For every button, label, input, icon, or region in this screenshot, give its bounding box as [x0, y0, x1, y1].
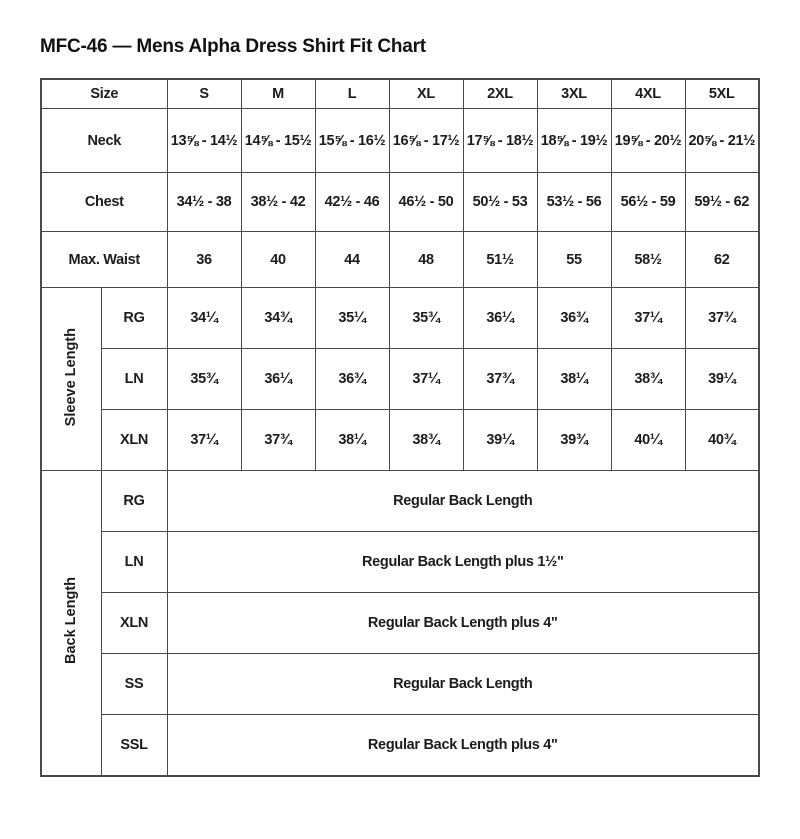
back-ln-label: LN: [101, 532, 167, 593]
max-waist-cell: 58½: [611, 232, 685, 288]
chest-cell: 56½ - 59: [611, 173, 685, 232]
size-header-cell: Size: [41, 79, 167, 109]
max-waist-cell: 48: [389, 232, 463, 288]
sleeve-rg-row: [41, 288, 759, 349]
header-row: [41, 79, 759, 109]
max-waist-cell: 51½: [463, 232, 537, 288]
sleeve-xln-cell: 39¼: [463, 410, 537, 471]
sleeve-ln-cell: 35¾: [167, 349, 241, 410]
neck-row-label: Neck: [41, 109, 167, 173]
sleeve-rg-cell: 37¾: [685, 288, 759, 349]
chest-cell: 38½ - 42: [241, 173, 315, 232]
sleeve-ln-cell: 37¾: [463, 349, 537, 410]
back-xln-value: Regular Back Length plus 4": [167, 593, 759, 654]
neck-cell: 13⅝ - 14½: [167, 109, 241, 173]
max-waist-row: [41, 232, 759, 288]
neck-cell: 16⅝ - 17½: [389, 109, 463, 173]
column-header-m: M: [241, 79, 315, 109]
sleeve-rg-cell: 34¾: [241, 288, 315, 349]
chest-cell: 50½ - 53: [463, 173, 537, 232]
sleeve-rg-cell: 36¾: [537, 288, 611, 349]
sleeve-xln-cell: 37¼: [167, 410, 241, 471]
back-length-label-text: Back Length: [63, 577, 80, 665]
back-rg-label: RG: [101, 471, 167, 532]
chest-cell: 42½ - 46: [315, 173, 389, 232]
column-header-4xl: 4XL: [611, 79, 685, 109]
back-length-section-label: [41, 471, 101, 777]
max-waist-cell: 62: [685, 232, 759, 288]
max-waist-cell: 36: [167, 232, 241, 288]
sleeve-rg-cell: 35¾: [389, 288, 463, 349]
max-waist-cell: 55: [537, 232, 611, 288]
back-ss-value: Regular Back Length: [167, 654, 759, 715]
max-waist-cell: 40: [241, 232, 315, 288]
sleeve-ln-row: [41, 349, 759, 410]
column-header-s: S: [167, 79, 241, 109]
chest-cell: 59½ - 62: [685, 173, 759, 232]
sleeve-rg-cell: 36¼: [463, 288, 537, 349]
sleeve-ln-cell: 37¼: [389, 349, 463, 410]
sleeve-xln-cell: 39¾: [537, 410, 611, 471]
sleeve-ln-cell: 38¼: [537, 349, 611, 410]
neck-cell: 19⅝ - 20½: [611, 109, 685, 173]
chest-row: [41, 173, 759, 232]
chest-row-label: Chest: [41, 173, 167, 232]
sleeve-length-label-text: Sleeve Length: [63, 327, 80, 427]
sleeve-ln-cell: 36¼: [241, 349, 315, 410]
sleeve-rg-cell: 37¼: [611, 288, 685, 349]
back-ssl-row: [41, 715, 759, 777]
column-header-5xl: 5XL: [685, 79, 759, 109]
back-ln-value: Regular Back Length plus 1½": [167, 532, 759, 593]
sleeve-xln-cell: 38¼: [315, 410, 389, 471]
back-ssl-value: Regular Back Length plus 4": [167, 715, 759, 777]
sleeve-xln-cell: 40¼: [611, 410, 685, 471]
neck-cell: 18⅝ - 19½: [537, 109, 611, 173]
max-waist-cell: 44: [315, 232, 389, 288]
chest-cell: 34½ - 38: [167, 173, 241, 232]
neck-cell: 15⅝ - 16½: [315, 109, 389, 173]
back-ssl-label: SSL: [101, 715, 167, 777]
sleeve-ln-cell: 39¼: [685, 349, 759, 410]
page-title: MFC-46 — Mens Alpha Dress Shirt Fit Chart: [40, 36, 426, 57]
sleeve-rg-label: RG: [101, 288, 167, 349]
sleeve-length-section-label: [41, 288, 101, 471]
back-ss-row: [41, 654, 759, 715]
sleeve-xln-cell: 40¾: [685, 410, 759, 471]
column-header-l: L: [315, 79, 389, 109]
neck-row: [41, 109, 759, 173]
column-header-2xl: 2XL: [463, 79, 537, 109]
sleeve-xln-row: [41, 410, 759, 471]
neck-cell: 14⅝ - 15½: [241, 109, 315, 173]
sleeve-ln-cell: 36¾: [315, 349, 389, 410]
back-xln-label: XLN: [101, 593, 167, 654]
chest-cell: 53½ - 56: [537, 173, 611, 232]
sleeve-xln-label: XLN: [101, 410, 167, 471]
column-header-xl: XL: [389, 79, 463, 109]
sleeve-rg-cell: 34¼: [167, 288, 241, 349]
back-ss-label: SS: [101, 654, 167, 715]
back-rg-row: [41, 471, 759, 532]
sleeve-ln-cell: 38¾: [611, 349, 685, 410]
chest-cell: 46½ - 50: [389, 173, 463, 232]
fit-chart-table: [40, 78, 760, 777]
neck-cell: 17⅝ - 18½: [463, 109, 537, 173]
column-header-3xl: 3XL: [537, 79, 611, 109]
sleeve-rg-cell: 35¼: [315, 288, 389, 349]
back-rg-value: Regular Back Length: [167, 471, 759, 532]
sleeve-xln-cell: 38¾: [389, 410, 463, 471]
neck-cell: 20⅝ - 21½: [685, 109, 759, 173]
sleeve-xln-cell: 37¾: [241, 410, 315, 471]
back-xln-row: [41, 593, 759, 654]
sleeve-ln-label: LN: [101, 349, 167, 410]
max-waist-row-label: Max. Waist: [41, 232, 167, 288]
back-ln-row: [41, 532, 759, 593]
